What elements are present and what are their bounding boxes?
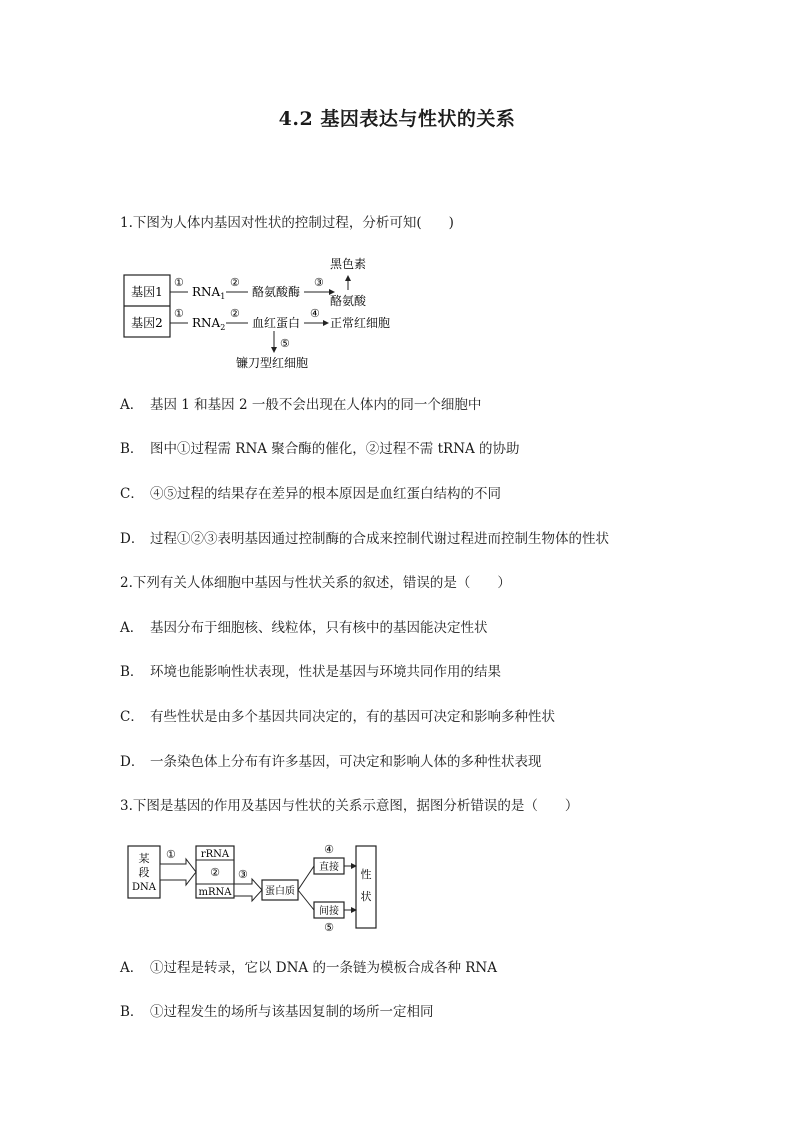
q3-dna-line1: 某 [138,852,150,865]
q2-option-c[interactable]: C． 有些性状是由多个基因共同决定的，有的基因可决定和影响多种性状 [120,709,555,725]
q2-option-d[interactable]: D． 一条染色体上分布有许多基因，可决定和影响人体的多种性状表现 [120,754,542,770]
q3-indirect: 间接 [319,906,339,917]
q1-stem: 1.下图为人体内基因对性状的控制过程，分析可知( ) [120,215,454,231]
q3-option-b[interactable]: B． ①过程发生的场所与该基因复制的场所一定相同 [120,1004,434,1020]
q3-dna-line3: DNA [132,882,156,893]
q3-direct: 直接 [319,862,339,873]
q1-normal-rbc: 正常红细胞 [330,316,391,330]
q3-protein: 蛋白质 [265,886,295,897]
q3-step1: ① [166,848,176,861]
q1-option-d[interactable]: D． 过程①②③表明基因通过控制酶的合成来控制代谢过程进而控制生物体的性状 [120,531,609,547]
q3-step3: ③ [238,868,248,881]
q3-option-a[interactable]: A． ①过程是转录，它以 DNA 的一条链为模板合成各种 RNA [120,960,497,976]
q1-step1a: ① [174,276,184,289]
q1-sickle-rbc: 镰刀型红细胞 [236,356,309,370]
q1-rna1: $RNA_1$ [192,285,226,301]
q3-step5: ⑤ [324,921,334,934]
q1-option-a[interactable]: A． 基因 1 和基因 2 一般不会出现在人体内的同一个细胞中 [120,397,482,413]
q1-gene2-label: 基因2 [131,316,163,330]
q1-step2b: ② [230,307,240,320]
q1-step2a: ② [230,276,240,289]
q2-stem: 2.下列有关人体细胞中基因与性状关系的叙述，错误的是（ ） [120,575,511,591]
q3-trait-line2: 状 [360,890,372,903]
q1-step4: ④ [310,307,320,320]
q1-option-c[interactable]: C． ④⑤过程的结果存在差异的根本原因是血红蛋白结构的不同 [120,486,501,502]
q1-rna2: $RNA_2$ [192,316,226,332]
q3-step4: ④ [324,843,334,856]
q3-stem: 3.下图是基因的作用及基因与性状的关系示意图，据图分析错误的是（ ） [120,798,579,814]
q1-diagram [118,252,418,374]
q2-option-a[interactable]: A． 基因分布于细胞核、线粒体，只有核中的基因能决定性状 [120,620,488,636]
q3-step2: ② [210,866,220,879]
q1-step5: ⑤ [280,337,290,350]
q1-melanin: 黑色素 [330,257,367,271]
q3-trait-line1: 性 [360,868,372,881]
q3-mrna: mRNA [198,887,232,898]
q2-option-b[interactable]: B． 环境也能影响性状表现，性状是基因与环境共同作用的结果 [120,664,501,680]
q1-gene1-label: 基因1 [131,285,163,299]
q1-hemoglobin: 血红蛋白 [252,316,301,330]
q1-step3: ③ [314,276,324,289]
q3-dna-line2: 段 [138,866,150,879]
q1-tyrosine: 酪氨酸 [330,294,367,308]
q3-diagram [124,838,384,938]
q1-option-b[interactable]: B． 图中①过程需 RNA 聚合酶的催化，②过程不需 tRNA 的协助 [120,441,520,457]
q1-enzyme: 酪氨酸酶 [252,285,301,299]
page-title: 4.2 基因表达与性状的关系 [278,108,516,130]
q3-rrna: rRNA [200,849,230,860]
q1-step1b: ① [174,307,184,320]
